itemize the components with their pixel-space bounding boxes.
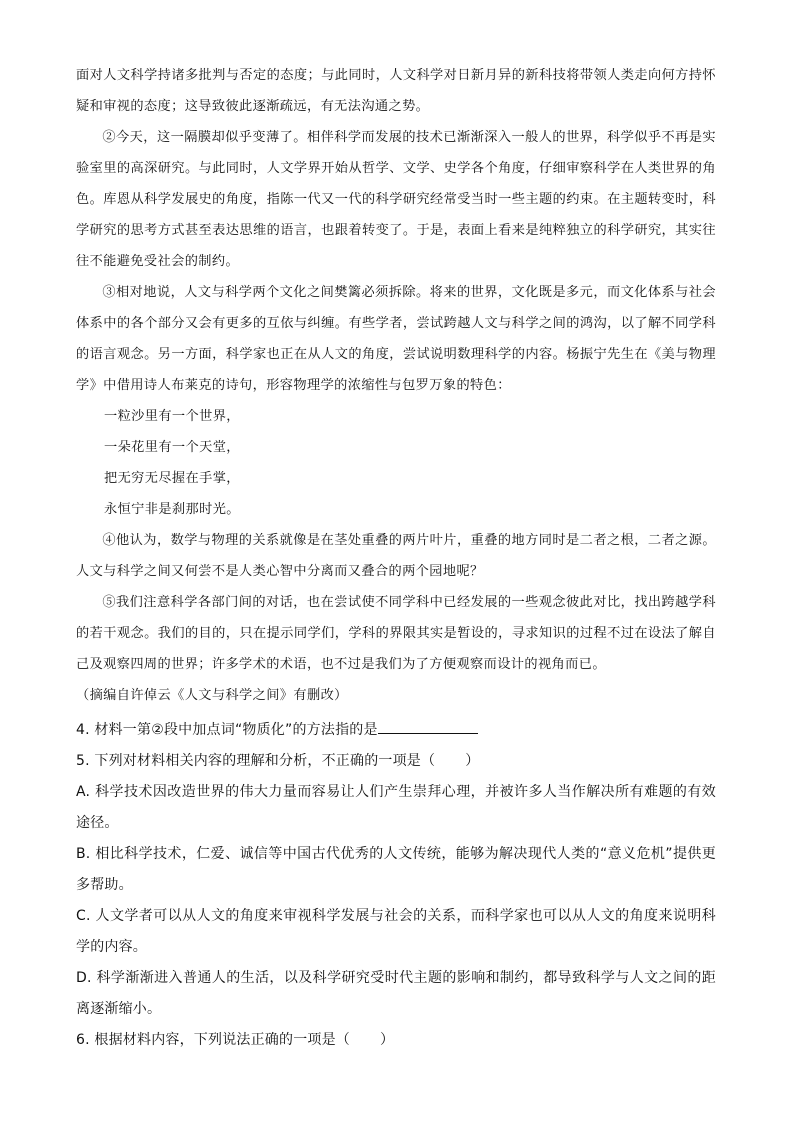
answer-blank[interactable]: [378, 719, 478, 734]
question-6: [76, 1025, 716, 1056]
paragraph-5: ⑤我们注意科学各部门间的对话，也在尝试使不同学科中已经发展的一些观念彼此对比，找出跨越学科的若干观念。我们的目的，只在提示同学们，学科的界限其实是暂设的，寻求知识的过程不过在设法了解自己及观察四周的世界；许多学术的术语，也不过是我们为了方便观察而设计的视角而已。: [76, 595, 716, 672]
reading-passage: [76, 60, 716, 711]
poem-line-3: 把无穷无尽握在手掌，: [104, 471, 240, 486]
questions-section: [76, 715, 716, 1056]
question-6-close: ）: [380, 1032, 395, 1048]
paragraph-4: ④他认为，数学与物理的关系就像是在茎处重叠的两片叶片，重叠的地方同时是二者之根，二者之源。人文与科学之间又何尝不是人类心智中分离而又叠合的两个园地呢？: [76, 533, 716, 579]
poem-line-2: 一朵花里有一个天堂，: [104, 440, 240, 455]
question-5: [76, 746, 716, 777]
paragraph-1-continued: 面对人文科学持诸多批判与否定的态度；与此同时，人文科学对日新月异的新科技将带领人类走向何方持怀疑和审视的态度；这导致彼此逐渐疏远，有无法沟通之势。: [76, 68, 716, 114]
option-d: D. 科学渐渐进入普通人的生活，以及科学研究受时代主题的影响和制约，都导致科学与人文之间的距离逐渐缩小。: [76, 970, 716, 1017]
poem-line-1: 一粒沙里有一个世界，: [104, 409, 240, 424]
question-5-stem: 5. 下列对材料相关内容的理解和分析，不正确的一项是（: [76, 753, 436, 769]
option-a: A. 科学技术因改造世界的伟大力量而容易让人们产生崇拜心理，并被许多人当作解决所有难题的有效途径。: [76, 784, 716, 831]
option-c: C. 人文学者可以从人文的角度来审视科学发展与社会的关系，而科学家也可以从人文的角度来说明科学的内容。: [76, 908, 716, 955]
option-b: B. 相比科学技术，仁爱、诚信等中国古代优秀的人文传统，能够为解决现代人类的“意义危机”提供更多帮助。: [76, 846, 716, 893]
paragraph-2: ②今天，这一隔膜却似乎变薄了。相伴科学而发展的技术已渐渐深入一般人的世界，科学似乎不再是实验室里的高深研究。与此同时，人文学界开始从哲学、文学、史学各个角度，仔细审察科学在人类世界的角色。库恩从科学发展史的角度，指陈一代又一代的科学研究经常受当时一些主题的约束。在主题转变时，科学研究的思考方式甚至表达思维的语言，也跟着转变了。于是，表面上看来是纯粹独立的科学研究，其实往往不能避免受社会的制约。: [76, 130, 716, 269]
poem-line-4: 永恒宁非是刹那时光。: [104, 502, 240, 517]
question-4-text: 4. 材料一第②段中加点词“物质化”的方法指的是: [76, 722, 378, 738]
paragraph-3: ③相对地说，人文与科学两个文化之间樊篱必须拆除。将来的世界，文化既是多元，而文化体系与社会体系中的各个部分又会有更多的互依与纠缠。有些学者，尝试跨越人文与科学之间的鸿沟，以了解不同学科的语言观念。另一方面，科学家也正在从人文的角度，尝试说明数理科学的内容。杨振宁先生在《美与物理学》中借用诗人布莱克的诗句，形容物理学的浓缩性与包罗万象的特色：: [76, 285, 716, 393]
question-6-stem: 6. 根据材料内容，下列说法正确的一项是（: [76, 1032, 351, 1048]
source-citation: （摘编自许倬云《人文与科学之间》有删改）: [76, 688, 348, 703]
question-4: [76, 715, 716, 746]
question-5-close: ）: [465, 753, 480, 769]
